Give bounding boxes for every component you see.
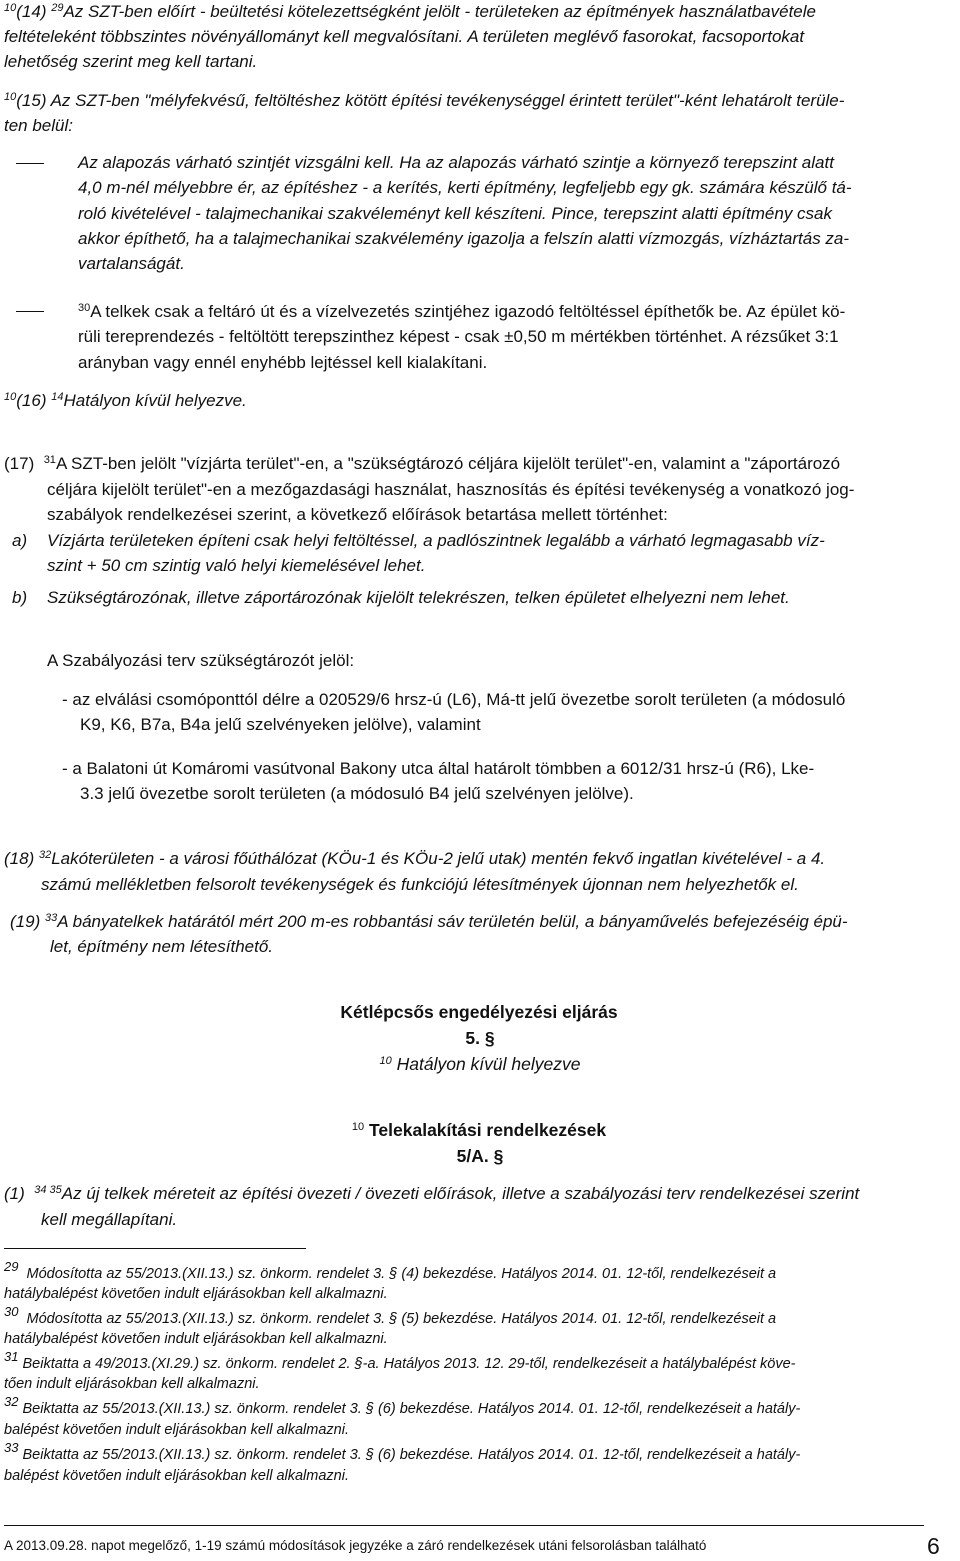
paragraph-15-item-1-line-5: vartalanságát. <box>78 254 185 273</box>
paragraph-15-item-1-line-3: roló kivételével - talajmechanikai szakvéleményt kell készíteni. Pince, terepszint alatti építmény csak <box>78 204 833 223</box>
reservoir-intro: A Szabályozási terv szükségtározót jelöl: <box>47 651 355 670</box>
paragraph-15-item-1-line-4: akkor építhető, ha a talajmechanikai szakvélemény igazolja a felszín alatti vízmozgás, vízháztartás za- <box>78 229 850 248</box>
paragraph-15-item-2-line-1: $^{30}$A telkek csak a feltáró út és a vízelvezetés szintjéhez igazodó feltöltéssel építhetők be. Az épület kö- <box>78 302 846 321</box>
footnote-31-line-1: 31 Beiktatta a 49/2013.(XI.29.) sz. önkorm. rendelet 2. §-a. Hatályos 2013. 12. 29-től, rendelkezéseit a hatálybalépést köve- <box>4 1349 796 1372</box>
page-number: 6 <box>927 1533 940 1559</box>
footnote-32-line-2: balépést követően indult eljárásokban kell alkalmazni. <box>4 1422 349 1438</box>
item-a-line-1: Vízjárta területeken építeni csak helyi feltöltéssel, a padlószintnek legalább a várható legmagasabb víz- <box>47 531 825 550</box>
footnote-30-line-2: hatálybalépést követően indult eljárásokban kell alkalmazni. <box>4 1331 388 1347</box>
section-5-title: Kétlépcsős engedélyezési eljárás <box>340 1002 618 1022</box>
paragraph-15-line-2: ten belül: <box>4 116 73 135</box>
list-dash <box>16 311 44 312</box>
paragraph-19-line-1: (19) $^{33}$A bányatelkek határától mért 200 m-es robbantási sáv területén belül, a bányaművelés befejezéséig épü- <box>10 912 848 931</box>
item-b-label: b) <box>12 588 28 607</box>
section-5-number: 5. § <box>465 1028 495 1048</box>
paragraph-14-line-2: feltételeként többszintes növényállományt kell megvalósítani. A területen meglévő fasorokat, facsoportokat <box>4 27 805 46</box>
section-5a-number: 5/A. § <box>456 1146 504 1166</box>
paragraph-15-item-1-line-1: Az alapozás várható szintjét vizsgálni kell. Ha az alapozás várható szintje a környező terepszint alatt <box>78 153 834 172</box>
footer-text: A 2013.09.28. napot megelőző, 1-19 számú módosítások jegyzéke a záró rendelkezések utáni felsorolásban található <box>4 1538 707 1553</box>
paragraph-17-line-1: (17) $^{31}$A SZT-ben jelölt "vízjárta terület"-en, a "szükségtározó céljára kijelölt terület"-en, valamint a "záportározó <box>4 454 841 473</box>
paragraph-17-line-2: céljára kijelölt terület"-en a mezőgazdasági használat, hasznosítás és építési tevékenység a vonatkozó jog- <box>47 480 855 499</box>
reservoir-bullet-2-line-2: 3.3 jelű övezetbe sorolt területen (a módosuló B4 jelű szelvényen jelölve). <box>80 784 634 803</box>
reservoir-bullet-2-line-1: - a Balatoni út Komáromi vasútvonal Bakony utca által határolt tömbben a 6012/31 hrsz-ú (R6), Lke- <box>62 759 815 778</box>
section-5a-title: $^{10}$ Telekalakítási rendelkezések <box>351 1120 607 1140</box>
section-5-note: $^{10}$ Hatályon kívül helyezve <box>379 1054 581 1074</box>
section-5a-paragraph-1-line-1: (1) $^{34 35}$Az új telkek méreteit az építési övezeti / övezeti előírások, illetve a szabályozási terv rendelkezései szerint <box>4 1184 860 1203</box>
paragraph-19-line-2: let, építmény nem létesíthető. <box>50 937 274 956</box>
paragraph-15-line-1: $^{10}$(15) Az SZT-ben "mélyfekvésű, feltöltéshez kötött építési tevékenységgel érintett terület"-ként lehatárolt terüle- <box>4 91 845 110</box>
item-b-line-1: Szükségtározónak, illetve záportározónak kijelölt telekrészen, telken épületet elhelyezni nem lehet. <box>47 588 790 607</box>
footnote-33-line-1: 33 Beiktatta az 55/2013.(XII.13.) sz. önkorm. rendelet 3. § (6) bekezdése. Hatályos 2014. 01. 12-től, rendelkezéseit a hatály- <box>4 1440 801 1463</box>
footnote-29-line-1: 29 Módosította az 55/2013.(XII.13.) sz. önkorm. rendelet 3. § (4) bekezdése. Hatályos 2014. 01. 12-től, rendelkezéseit a <box>4 1259 777 1282</box>
footnote-32-line-1: 32 Beiktatta az 55/2013.(XII.13.) sz. önkorm. rendelet 3. § (6) bekezdése. Hatályos 2014. 01. 12-től, rendelkezéseit a hatály- <box>4 1394 801 1417</box>
paragraph-17-line-3: szabályok rendelkezései szerint, a következő előírások betartása mellett történhet: <box>47 505 668 524</box>
item-a-line-2: szint + 50 cm szintig való helyi kiemelésével lehet. <box>47 556 426 575</box>
footnote-33-line-2: balépést követően indult eljárásokban kell alkalmazni. <box>4 1468 349 1484</box>
item-a-label: a) <box>12 531 28 550</box>
paragraph-15-item-1-line-2: 4,0 m-nél mélyebbre ér, az építéshez - a kerítés, kerti építmény, legfeljebb egy gk. számára készülő tá- <box>78 178 852 197</box>
footnote-31-line-2: tően indult eljárásokban kell alkalmazni. <box>4 1376 260 1392</box>
reservoir-bullet-1-line-2: K9, K6, B7a, B4a jelű szelvényeken jelölve), valamint <box>80 715 481 734</box>
paragraph-14-line-1: $^{10}$(14) $^{29}$Az SZT-ben előírt - beültetési kötelezettségként jelölt - területeken az építmények használatbavétele <box>4 2 816 21</box>
reservoir-bullet-1-line-1: - az elválási csomóponttól délre a 020529/6 hrsz-ú (L6), Má-tt jelű övezetbe sorolt területen (a módosuló <box>62 690 846 709</box>
paragraph-18-line-1: (18) $^{32}$Lakóterületen - a városi főúthálózat (KÖu-1 és KÖu-2 jelű utak) mentén fekvő ingatlan kivételével - a 4. <box>4 849 826 868</box>
paragraph-15-item-2-line-2: rüli tereprendezés - feltöltött terepszinthez képest - csak ±0,50 m mértékben történhet. A rézsűket 3:1 <box>78 327 839 346</box>
paragraph-18-line-2: számú mellékletben felsorolt tevékenységek és funkciójú létesítmények újonnan nem helyezhetők el. <box>41 875 799 894</box>
footnote-29-line-2: hatálybalépést követően indult eljárásokban kell alkalmazni. <box>4 1286 388 1302</box>
section-5a-paragraph-1-line-2: kell megállapítani. <box>41 1210 178 1229</box>
paragraph-15-item-2-line-3: arányban vagy ennél enyhébb lejtéssel kell kialakítani. <box>78 353 488 372</box>
footnote-30-line-1: 30 Módosította az 55/2013.(XII.13.) sz. önkorm. rendelet 3. § (5) bekezdése. Hatályos 2014. 01. 12-től, rendelkezéseit a <box>4 1304 777 1327</box>
footnote-separator <box>4 1248 306 1249</box>
list-dash <box>16 163 44 164</box>
paragraph-14-line-3: lehetőség szerint meg kell tartani. <box>4 52 258 71</box>
footer-rule <box>4 1525 924 1526</box>
paragraph-16: $^{10}$(16) $^{14}$Hatályon kívül helyezve. <box>4 391 247 410</box>
